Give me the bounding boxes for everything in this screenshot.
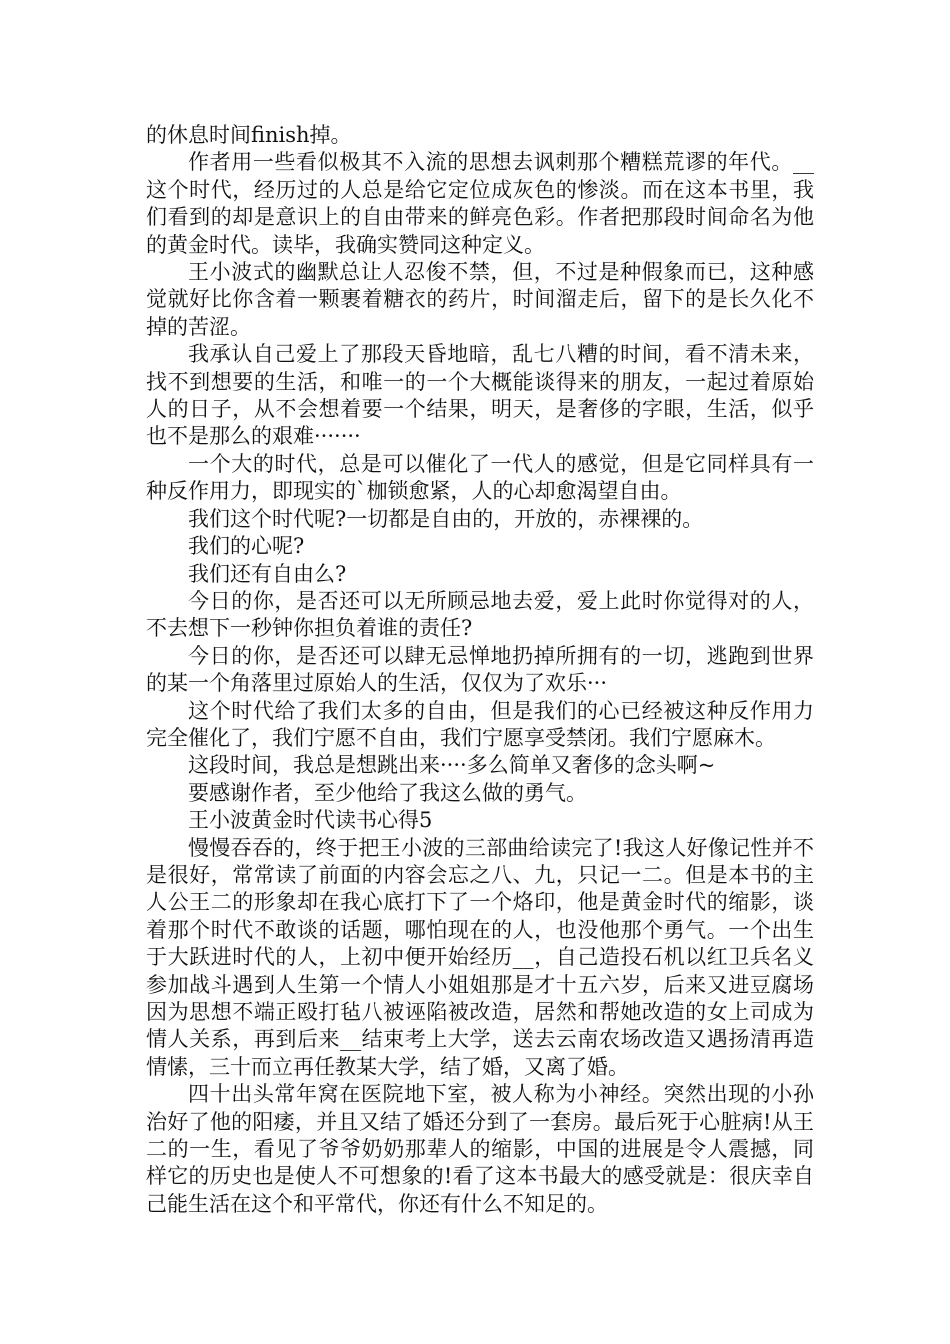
paragraph: 今日的你，是否还可以无所顾忌地去爱，爱上此时你觉得对的人，不去想下一秒钟你担负着谁的责任?	[146, 588, 814, 641]
paragraph-continuation: 的休息时间finish掉。	[146, 123, 352, 147]
paragraph: 这段时间，我总是想跳出来····多么简单又奢侈的念头啊~	[188, 753, 716, 778]
paragraph: 我们的心呢?	[188, 534, 305, 559]
paragraph: 这个时代给了我们太多的自由，但是我们的心已经被这种反作用力完全催化了，我们宁愿不自由，我们宁愿享受禁闭。我们宁愿麻木。	[146, 698, 814, 750]
section-heading: 王小波黄金时代读书心得5	[188, 808, 433, 833]
paragraph: 作者用一些看似极其不入流的思想去讽刺那个糟糕荒谬的年代。__这个时代，经历过的人总是给它定位成灰色的惨淡。而在这本书里，我们看到的却是意识上的自由带来的鲜亮色彩。作者把那段时间命名为他的黄金时代。读毕，我确实赞同这种定义。	[146, 150, 814, 257]
paragraph: 一个大的时代，总是可以催化了一代人的感觉，但是它同样具有一种反作用力，即现实的`枷锁愈紧，人的心却愈渴望自由。	[146, 451, 814, 504]
paragraph: 我承认自己爱上了那段天昏地暗，乱七八糟的时间，看不清未来，找不到想要的生活，和唯一的一个大概能谈得来的朋友，一起过着原始人的日子，从不会想着要一个结果，明天，是奢侈的字眼，生活，似乎也不是那么的艰难·······	[146, 342, 814, 449]
paragraph: 要感谢作者，至少他给了我这么做的勇气。	[188, 780, 587, 805]
paragraph: 今日的你，是否还可以肆无忌惮地扔掉所拥有的一切，逃跑到世界的某一个角落里过原始人的生活，仅仅为了欢乐···	[146, 643, 814, 696]
paragraph: 我们还有自由么?	[188, 561, 347, 586]
document-page	[146, 122, 814, 1218]
paragraph: 王小波式的幽默总让人忍俊不禁，但，不过是种假象而已，这种感觉就好比你含着一颗裹着糖衣的药片，时间溜走后，留下的是长久化不掉的苦涩。	[146, 260, 814, 339]
paragraph: 慢慢吞吞的，终于把王小波的三部曲给读完了!我这人好像记性并不是很好，常常读了前面的内容会忘之八、九，只记一二。但是本书的主人公王二的形象却在我心底打下了一个烙印，他是黄金时代的缩影，谈着那个时代不敢谈的话题，哪怕现在的人，也没他那个勇气。一个出生于大跃进时代的人，上初中便开始经历__，自己造投石机以红卫兵名义参加战斗遇到人生第一个情人小姐姐那是才十五六岁，后来又进豆腐场因为思想不端正殴打毡八被诬陷被改造，居然和帮她改造的女上司成为情人关系，再到后来__结束考上大学，送去云南农场改造又遇扬清再造情愫，三十而立再任教某大学，结了婚，又离了婚。	[146, 835, 814, 1079]
paragraph: 我们这个时代呢?一切都是自由的，开放的，赤裸裸的。	[188, 506, 704, 531]
paragraph: 四十出头常年窝在医院地下室，被人称为小神经。突然出现的小孙治好了他的阳痿，并且又结了婚还分到了一套房。最后死于心脏病!从王二的一生，看见了爷爷奶奶那辈人的缩影，中国的进展是令人震撼，同样它的历史也是使人不可想象的!看了这本书最大的感受就是：很庆幸自己能生活在这个和平常代，你还有什么不知足的。	[146, 1082, 814, 1216]
